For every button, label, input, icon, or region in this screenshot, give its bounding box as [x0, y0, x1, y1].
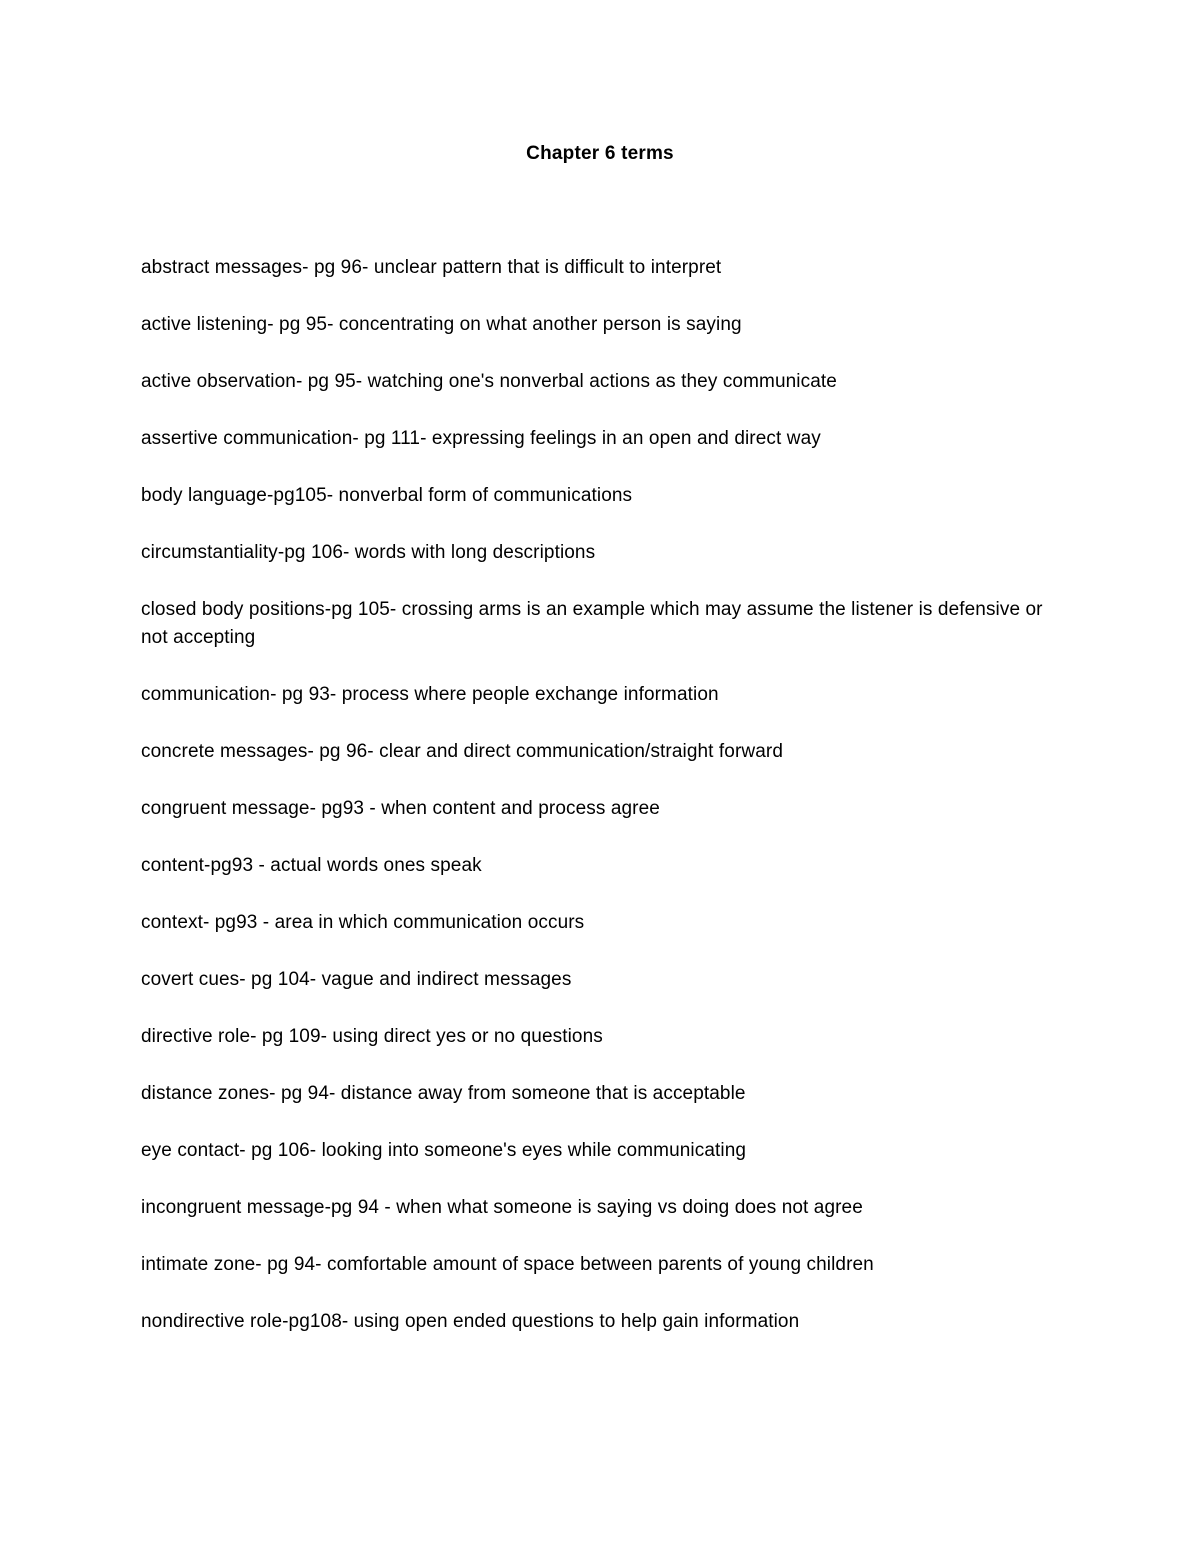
term-item: concrete messages- pg 96- clear and direct communication/straight forward — [141, 741, 783, 762]
term-item: context- pg93 - area in which communication occurs — [141, 912, 585, 933]
page-title: Chapter 6 terms — [526, 143, 674, 164]
term-item: assertive communication- pg 111- expressing feelings in an open and direct way — [141, 428, 821, 449]
term-item: content-pg93 - actual words ones speak — [141, 855, 482, 876]
term-list — [141, 254, 1061, 1365]
term-item: communication- pg 93- process where people exchange information — [141, 684, 719, 705]
term-item: directive role- pg 109- using direct yes or no questions — [141, 1026, 603, 1047]
term-item: incongruent message-pg 94 - when what someone is saying vs doing does not agree — [141, 1197, 863, 1218]
term-item: covert cues- pg 104- vague and indirect messages — [141, 969, 572, 990]
term-item: circumstantiality-pg 106- words with long descriptions — [141, 542, 596, 563]
term-item: eye contact- pg 106- looking into someone's eyes while communicating — [141, 1140, 747, 1161]
term-item: active listening- pg 95- concentrating on what another person is saying — [141, 314, 742, 335]
term-item: congruent message- pg93 - when content and process agree — [141, 798, 660, 819]
term-item: distance zones- pg 94- distance away from someone that is acceptable — [141, 1083, 746, 1104]
term-item: active observation- pg 95- watching one's nonverbal actions as they communicate — [141, 371, 837, 392]
term-item: nondirective role-pg108- using open ended questions to help gain information — [141, 1311, 800, 1332]
term-item: body language-pg105- nonverbal form of communications — [141, 485, 633, 506]
term-item: abstract messages- pg 96- unclear pattern that is difficult to interpret — [141, 257, 722, 278]
term-item: intimate zone- pg 94- comfortable amount of space between parents of young children — [141, 1254, 874, 1275]
term-item: closed body positions-pg 105- crossing arms is an example which may assume the listener is defensive or not accepting — [141, 599, 1043, 648]
